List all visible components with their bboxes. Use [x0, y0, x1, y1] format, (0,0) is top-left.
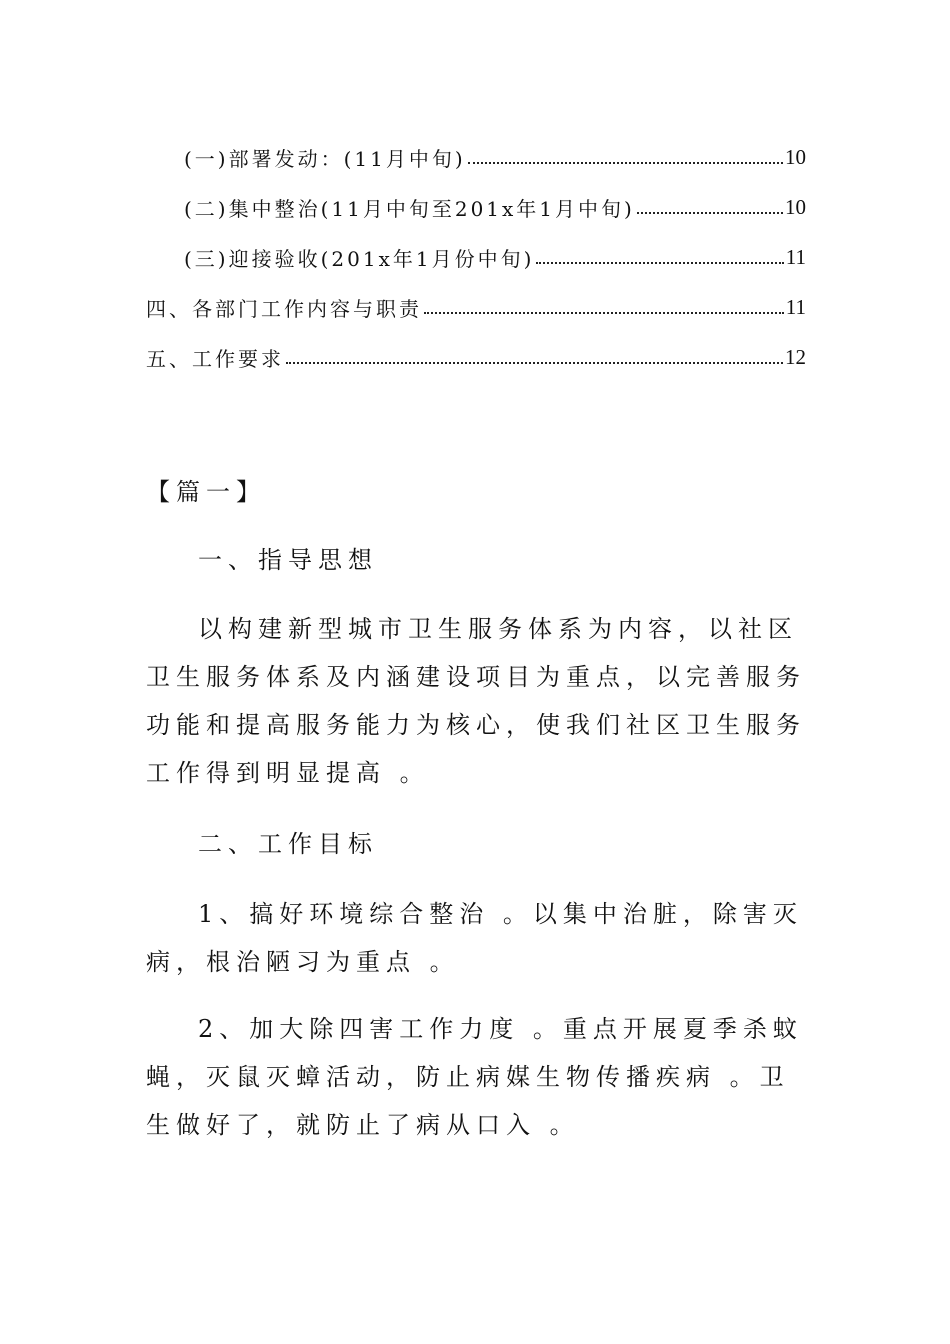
toc-dot-leader — [637, 212, 783, 214]
toc-page-number: 10 — [785, 194, 806, 219]
toc-page-number: 12 — [785, 344, 806, 369]
toc-entry[interactable] — [146, 182, 806, 232]
toc-dot-leader — [468, 162, 783, 164]
section-heading: 二、工作目标 — [198, 830, 378, 858]
toc-dot-leader — [536, 262, 783, 264]
toc-entry-label: 五、工作要求 — [146, 346, 284, 371]
paragraph — [146, 605, 806, 797]
toc-entry[interactable] — [146, 132, 806, 182]
toc-entry[interactable] — [146, 332, 806, 382]
toc-entry-label: 四、各部门工作内容与职责 — [146, 296, 422, 321]
toc-entry-label: (二)集中整治(11月中旬至201x年1月中旬) — [184, 196, 635, 221]
toc-entry[interactable] — [146, 232, 806, 282]
toc-page-number: 11 — [785, 294, 806, 319]
toc-entry-label: (三)迎接验收(201x年1月份中旬) — [184, 246, 535, 271]
paragraph-text: 1、搞好环境综合整治 。以集中治脏，除害灭病，根治陋习为重点 。 — [146, 900, 803, 976]
toc-page-number: 10 — [785, 144, 806, 169]
toc-entry[interactable] — [146, 282, 806, 332]
toc-dot-leader — [424, 312, 784, 314]
table-of-contents — [146, 132, 806, 382]
section-tag: 【篇一】 — [146, 478, 266, 506]
toc-dot-leader — [286, 362, 783, 364]
toc-entry-label: (一)部署发动：(11月中旬) — [184, 146, 466, 171]
paragraph — [146, 1005, 806, 1149]
section-heading: 一、指导思想 — [198, 546, 378, 574]
paragraph-text: 2、加大除四害工作力度 。重点开展夏季杀蚊蝇，灭鼠灭蟑活动，防止病媒生物传播疾病 。卫生做好了，就防止了病从口入 。 — [146, 1015, 803, 1139]
paragraph — [146, 890, 806, 986]
paragraph-text: 以构建新型城市卫生服务体系为内容，以社区卫生服务体系及内涵建设项目为重点，以完善服务功能和提高服务能力为核心，使我们社区卫生服务工作得到明显提高 。 — [146, 615, 806, 787]
toc-page-number: 11 — [785, 244, 806, 269]
